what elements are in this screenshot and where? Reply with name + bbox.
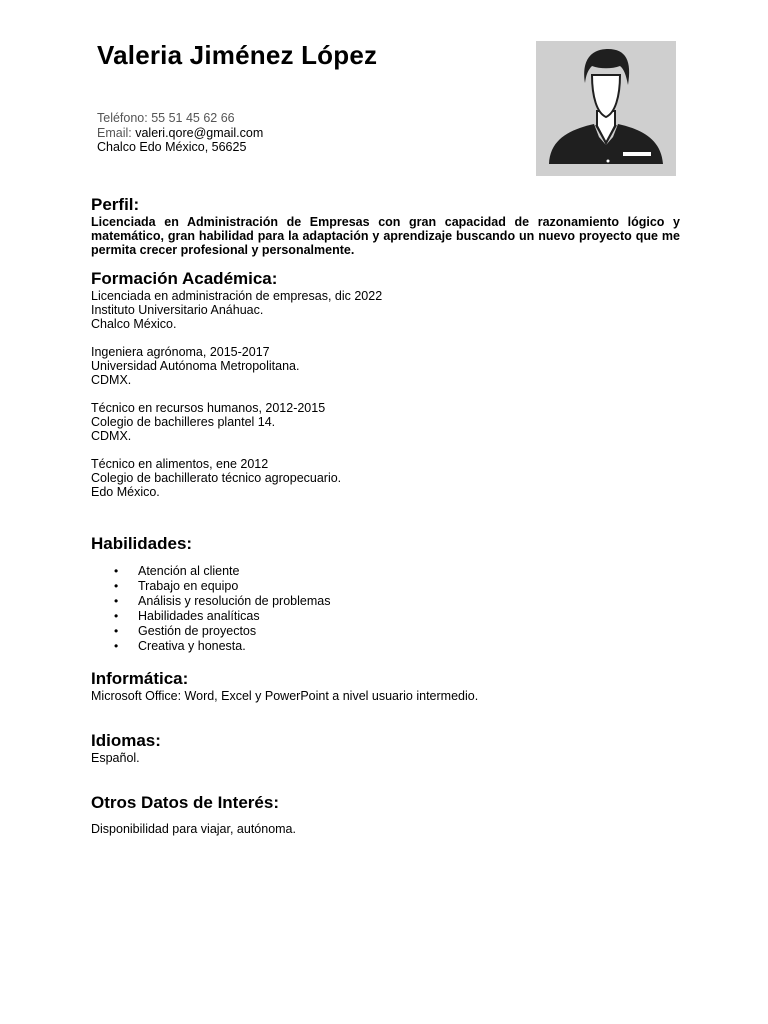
otros-text: Disponibilidad para viajar, autónoma. xyxy=(91,822,296,836)
perfil-heading: Perfil: xyxy=(91,195,140,214)
informatica-section xyxy=(91,669,680,703)
phone-line xyxy=(97,111,263,126)
education-institution: Instituto Universitario Anáhuac. xyxy=(91,303,264,317)
avatar-silhouette-icon xyxy=(536,41,676,176)
education-degree: Licenciada en administración de empresas, dic 2022 xyxy=(91,289,383,303)
education-location: CDMX. xyxy=(91,429,132,443)
email-label: Email: xyxy=(97,125,132,140)
profile-photo xyxy=(536,41,676,176)
idiomas-section xyxy=(91,731,680,765)
formacion-list xyxy=(91,289,680,499)
idiomas-heading: Idiomas: xyxy=(91,731,161,750)
education-degree: Técnico en alimentos, ene 2012 xyxy=(91,457,269,471)
list-item: • Trabajo en equipo xyxy=(91,579,680,594)
list-item: • Creativa y honesta. xyxy=(91,639,680,654)
education-location: Edo México. xyxy=(91,485,160,499)
education-institution: Colegio de bachillerato técnico agropecuario. xyxy=(91,471,342,485)
education-entry xyxy=(91,345,680,387)
education-institution: Universidad Autónoma Metropolitana. xyxy=(91,359,300,373)
email-value: valeri.qore@gmail.com xyxy=(135,125,264,140)
education-institution: Colegio de bachilleres plantel 14. xyxy=(91,415,276,429)
idiomas-text: Español. xyxy=(91,751,140,765)
list-item: • Análisis y resolución de problemas xyxy=(91,594,680,609)
candidate-name: Valeria Jiménez López xyxy=(97,40,378,70)
address-line: Chalco Edo México, 56625 xyxy=(97,140,247,154)
informatica-heading: Informática: xyxy=(91,669,189,688)
education-entry xyxy=(91,289,680,331)
list-item: • Atención al cliente xyxy=(91,564,680,579)
list-item: • Habilidades analíticas xyxy=(91,609,680,624)
email-line xyxy=(97,126,263,141)
phone-label: Teléfono: xyxy=(97,111,148,125)
perfil-text: Licenciada en Administración de Empresas con gran capacidad de razonamiento lógico y matemático, gran habilidad para la adaptación y aprendizaje buscando un nuevo proyecto que me permita crecer profesional y personalmente. xyxy=(91,215,680,257)
education-entry xyxy=(91,401,680,443)
skills-list xyxy=(91,564,680,654)
education-entry xyxy=(91,457,680,499)
informatica-text: Microsoft Office: Word, Excel y PowerPoint a nivel usuario intermedio. xyxy=(91,689,479,703)
education-degree: Técnico en recursos humanos, 2012-2015 xyxy=(91,401,326,415)
education-location: Chalco México. xyxy=(91,317,177,331)
education-degree: Ingeniera agrónoma, 2015-2017 xyxy=(91,345,270,359)
otros-section xyxy=(91,793,680,836)
otros-heading: Otros Datos de Interés: xyxy=(91,793,279,812)
contact-info xyxy=(97,111,263,155)
phone-value: 55 51 45 62 66 xyxy=(151,111,235,125)
formacion-section xyxy=(91,269,680,513)
perfil-section xyxy=(91,195,680,257)
formacion-heading: Formación Académica: xyxy=(91,269,278,288)
habilidades-heading: Habilidades: xyxy=(91,534,193,553)
education-location: CDMX. xyxy=(91,373,132,387)
habilidades-section xyxy=(91,534,680,654)
list-item: • Gestión de proyectos xyxy=(91,624,680,639)
